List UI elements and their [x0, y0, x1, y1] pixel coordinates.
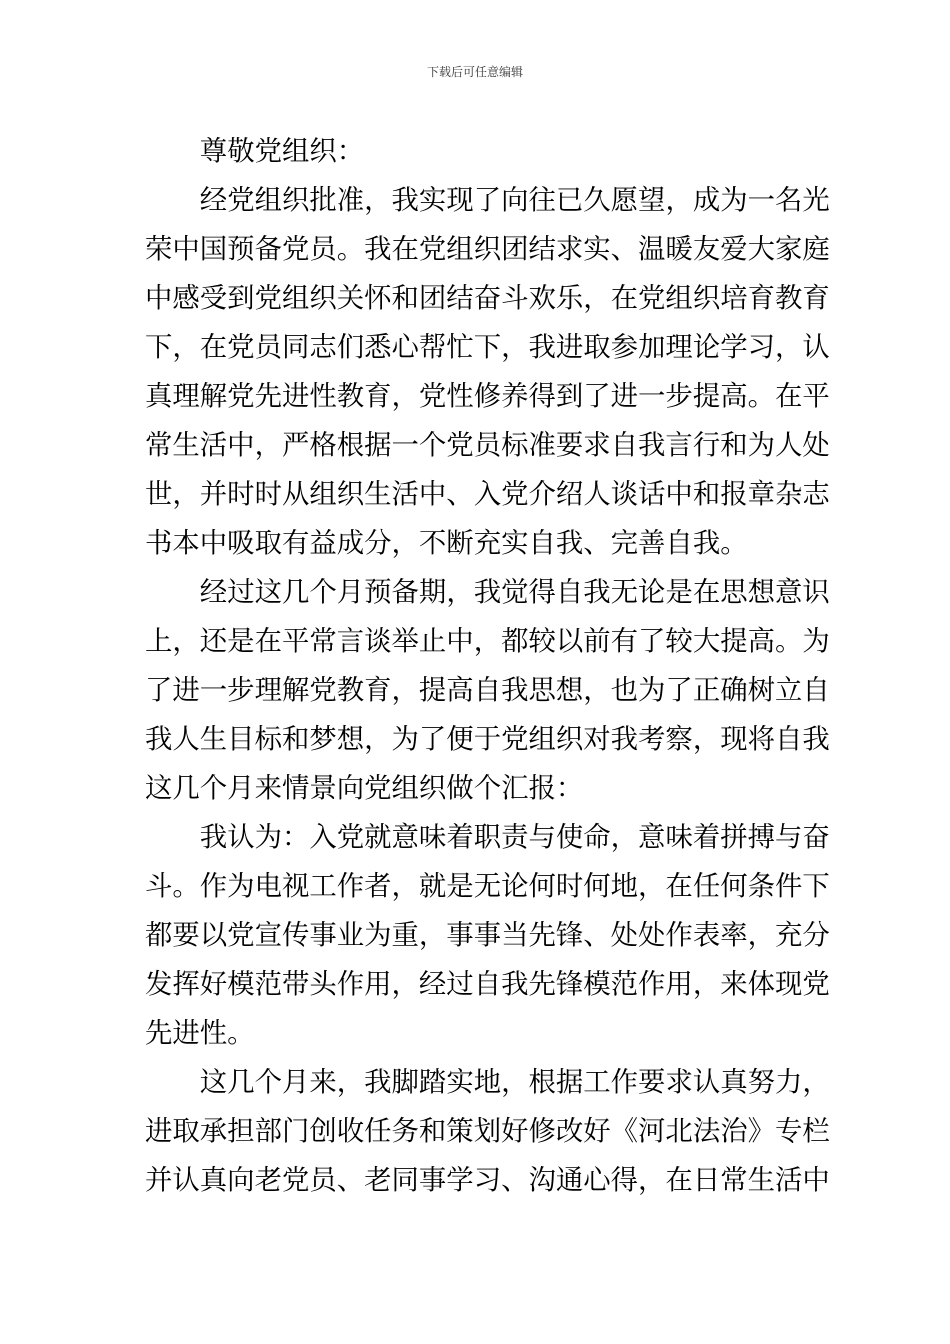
page-header: 下载后可任意编辑 — [426, 65, 523, 79]
paragraph-line: 经过这几个月预备期，我觉得自我无论是在思想意识 — [199, 577, 830, 608]
body-paragraph — [145, 813, 830, 1058]
body-paragraph — [145, 568, 830, 813]
paragraph-line: 中感受到党组织关怀和团结奋斗欢乐，在党组织培育教育 — [145, 283, 830, 314]
paragraph-line: 并认真向老党员、老同事学习、沟通心得，在日常生活中 — [145, 1165, 830, 1196]
paragraph-line: 这几个月来情景向党组织做个汇报： — [145, 773, 584, 804]
salutation — [145, 127, 805, 176]
body-paragraph — [145, 1058, 830, 1205]
paragraph-line: 书本中吸取有益成分，不断充实自我、完善自我。 — [145, 528, 748, 559]
paragraph-line: 真理解党先进性教育，党性修养得到了进一步提高。在平 — [145, 381, 830, 412]
paragraph-line: 世，并时时从组织生活中、入党介绍人谈话中和报章杂志 — [145, 479, 830, 510]
document-body — [145, 127, 830, 1205]
body-paragraph — [145, 176, 830, 568]
paragraph-line: 荣中国预备党员。我在党组织团结求实、温暖友爱大家庭 — [145, 234, 830, 265]
paragraph-line: 下，在党员同志们悉心帮忙下，我进取参加理论学习，认 — [145, 332, 830, 363]
paragraph-line: 经党组织批准，我实现了向往已久愿望，成为一名光 — [199, 185, 830, 216]
paragraph-line: 都要以党宣传事业为重，事事当先锋、处处作表率，充分 — [145, 920, 830, 951]
paragraph-line: 我人生目标和梦想，为了便于党组织对我考察，现将自我 — [145, 724, 830, 755]
paragraph-line: 这几个月来，我脚踏实地，根据工作要求认真努力， — [199, 1067, 830, 1098]
paragraph-line: 我认为：入党就意味着职责与使命，意味着拼搏与奋 — [199, 822, 830, 853]
paragraph-line: 先进性。 — [145, 1018, 255, 1049]
paragraph-line: 上，还是在平常言谈举止中，都较以前有了较大提高。为 — [145, 626, 830, 657]
paragraph-line: 发挥好模范带头作用，经过自我先锋模范作用，来体现党 — [145, 969, 830, 1000]
paragraph-line: 了进一步理解党教育，提高自我思想，也为了正确树立自 — [145, 675, 830, 706]
paragraph-line: 进取承担部门创收任务和策划好修改好《河北法治》专栏 — [145, 1116, 830, 1147]
paragraph-line: 斗。作为电视工作者，就是无论何时何地，在任何条件下 — [145, 871, 830, 902]
paragraph-container — [145, 176, 830, 1205]
paragraph-line: 常生活中，严格根据一个党员标准要求自我言行和为人处 — [145, 430, 830, 461]
salutation-text: 尊敬党组织： — [199, 136, 365, 167]
